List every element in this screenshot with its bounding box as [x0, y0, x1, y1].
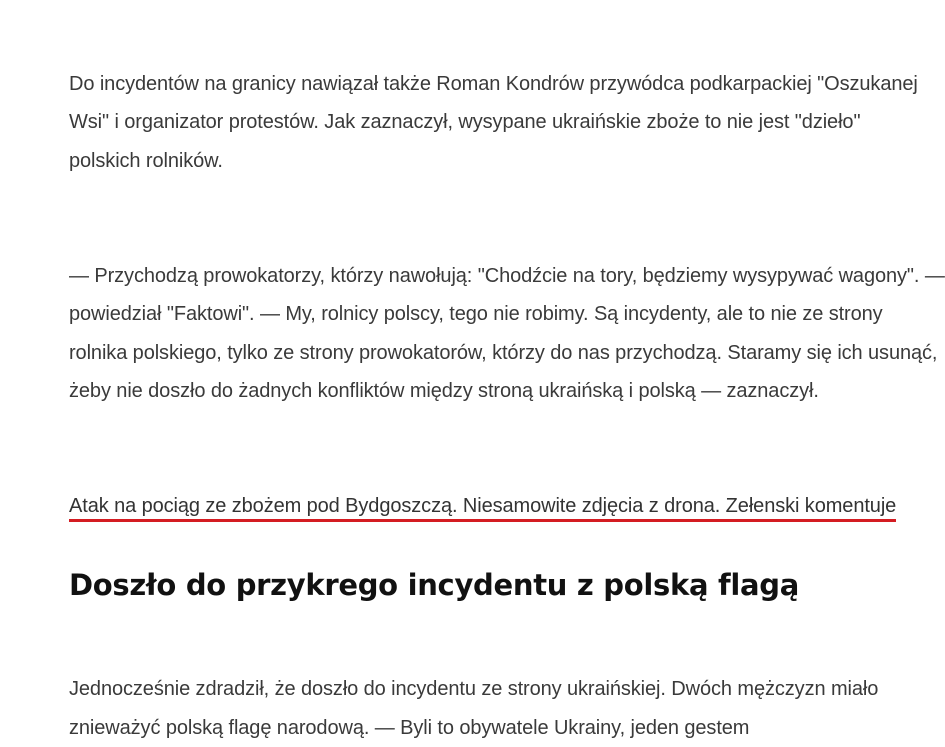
paragraph-quote [69, 218, 945, 411]
paragraph-quote-text: — Przychodzą prowokatorzy, którzy nawołują: "Chodźcie na tory, będziemy wysypywać wagony". — powiedział "Faktowi". — My, rolnicy polscy, tego nie robimy. Są incydenty, ale to nie ze strony rolnika polskiego, tylko ze strony prowokatorów, którzy do nas przychodzą. Staramy się ich usunąć, żeby nie doszło do żadnych konfliktów między stroną ukraińską i polską — zaznaczył. [69, 265, 945, 403]
related-article-link[interactable]: Atak na pociąg ze zbożem pod Bydgoszczą. Niesamowite zdjęcia z drona. Zełenski komentuje [69, 495, 896, 522]
related-article [69, 449, 909, 526]
article-body [69, 26, 945, 747]
paragraph-intro-text: Do incydentów na granicy nawiązał także Roman Kondrów przywódca podkarpackiej "Oszukanej Wsi" i organizator protestów. Jak zaznaczył, wysypane ukraińskie zboże to nie jest "dzieło" polskich rolników. [69, 73, 918, 172]
paragraph-incident [69, 632, 929, 747]
paragraph-intro [69, 26, 931, 180]
paragraph-incident-text: Jednocześnie zdradził, że doszło do incydentu ze strony ukraińskiej. Dwóch mężczyzn miało znieważyć polską flagę narodową. — Byli to obywatele Ukrainy, jeden gestem [69, 678, 878, 739]
section-heading: Doszło do przykrego incydentu z polską flagą [69, 566, 945, 604]
